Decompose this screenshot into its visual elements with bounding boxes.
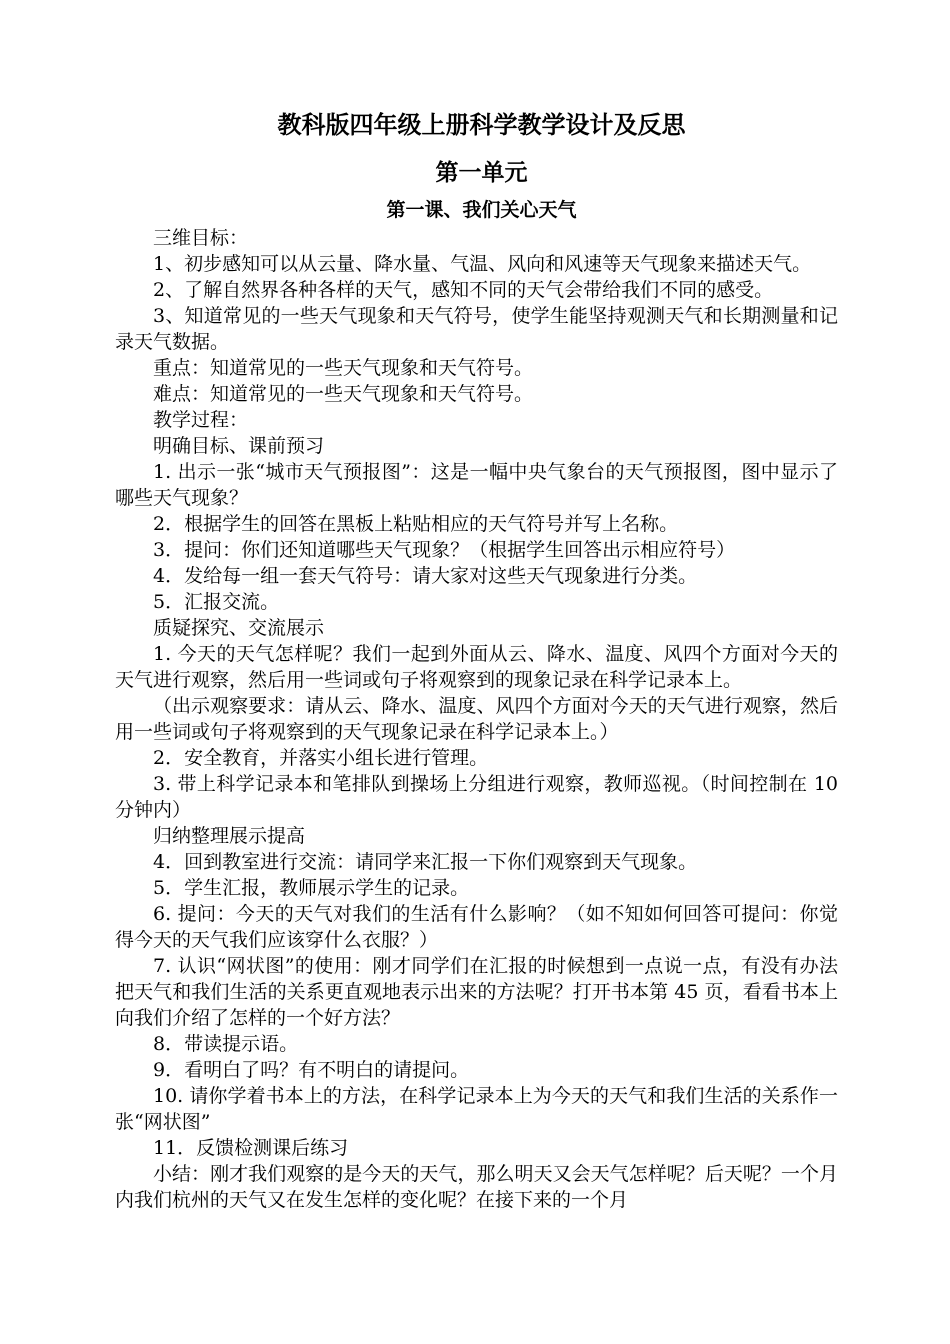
paragraph: 1. 出示一张“城市天气预报图”：这是一幅中央气象台的天气预报图，图中显示了哪些天气现象？ [115,461,838,509]
paragraph: 7. 认识“网状图”的使用：刚才同学们在汇报的时候想到一点说一点，有没有办法把天气和我们生活的关系更直观地表示出来的方法呢？打开书本第 45 页，看看书本上向我们介绍了怎样的一个好方法？ [115,955,838,1029]
paragraph: 10. 请你学着书本上的方法，在科学记录本上为今天的天气和我们生活的关系作一张“网状图” [115,1085,838,1133]
paragraph: 明确目标、课前预习 [153,435,325,457]
paragraph: 2．安全教育，并落实小组长进行管理。 [153,747,489,769]
paragraph: 8．带读提示语。 [153,1033,299,1055]
paragraph: 11．反馈检测课后练习 [153,1137,349,1159]
paragraph: 6. 提问：今天的天气对我们的生活有什么影响？（如不知如何回答可提问：你觉得今天的天气我们应该穿什么衣服？） [115,903,838,951]
paragraph: 2、了解自然界各种各样的天气，感知不同的天气会带给我们不同的感受。 [153,279,774,301]
paragraph: 1. 今天的天气怎样呢？我们一起到外面从云、降水、温度、风四个方面对今天的天气进行观察，然后用一些词或句子将观察到的现象记录在科学记录本上。 [115,643,838,691]
document-title: 教科版四年级上册科学教学设计及反思 [277,110,686,139]
paragraph: 3、知道常见的一些天气现象和天气符号，使学生能坚持观测天气和长期测量和记录天气数据。 [115,305,838,353]
paragraph: 9．看明白了吗？有不明白的请提问。 [153,1059,470,1081]
paragraph: 4．回到教室进行交流：请同学来汇报一下你们观察到天气现象。 [153,851,698,873]
paragraph: 三维目标： [153,227,249,249]
document-body [115,225,838,1213]
unit-title: 第一单元 [435,159,528,186]
paragraph: 重点：知道常见的一些天气现象和天气符号。 [153,357,534,379]
paragraph: 3. 带上科学记录本和笔排队到操场上分组进行观察，教师巡视。（时间控制在 10 分钟内） [115,773,838,821]
paragraph: 3．提问：你们还知道哪些天气现象？（根据学生回答出示相应符号） [153,539,736,561]
paragraph: 教学过程： [153,409,249,431]
paragraph: 5．学生汇报，教师展示学生的记录。 [153,877,470,899]
paragraph: 归纳整理展示提高 [153,825,306,847]
paragraph: 难点：知道常见的一些天气现象和天气符号。 [153,383,534,405]
paragraph: 4．发给每一组一套天气符号：请大家对这些天气现象进行分类。 [153,565,698,587]
lesson-title: 第一课、我们关心天气 [386,199,577,221]
paragraph: 5．汇报交流。 [153,591,280,613]
paragraph: 小结：刚才我们观察的是今天的天气，那么明天又会天气怎样呢？后天呢？一个月内我们杭州的天气又在发生怎样的变化呢？在接下来的一个月 [115,1163,838,1211]
document-page [115,108,838,1213]
paragraph: （出示观察要求：请从云、降水、温度、风四个方面对今天的天气进行观察，然后用一些词或句子将观察到的天气现象记录在科学记录本上。） [115,695,838,743]
paragraph: 2．根据学生的回答在黑板上粘贴相应的天气符号并写上名称。 [153,513,679,535]
paragraph: 1、初步感知可以从云量、降水量、气温、风向和风速等天气现象来描述天气。 [153,253,812,275]
paragraph: 质疑探究、交流展示 [153,617,325,639]
